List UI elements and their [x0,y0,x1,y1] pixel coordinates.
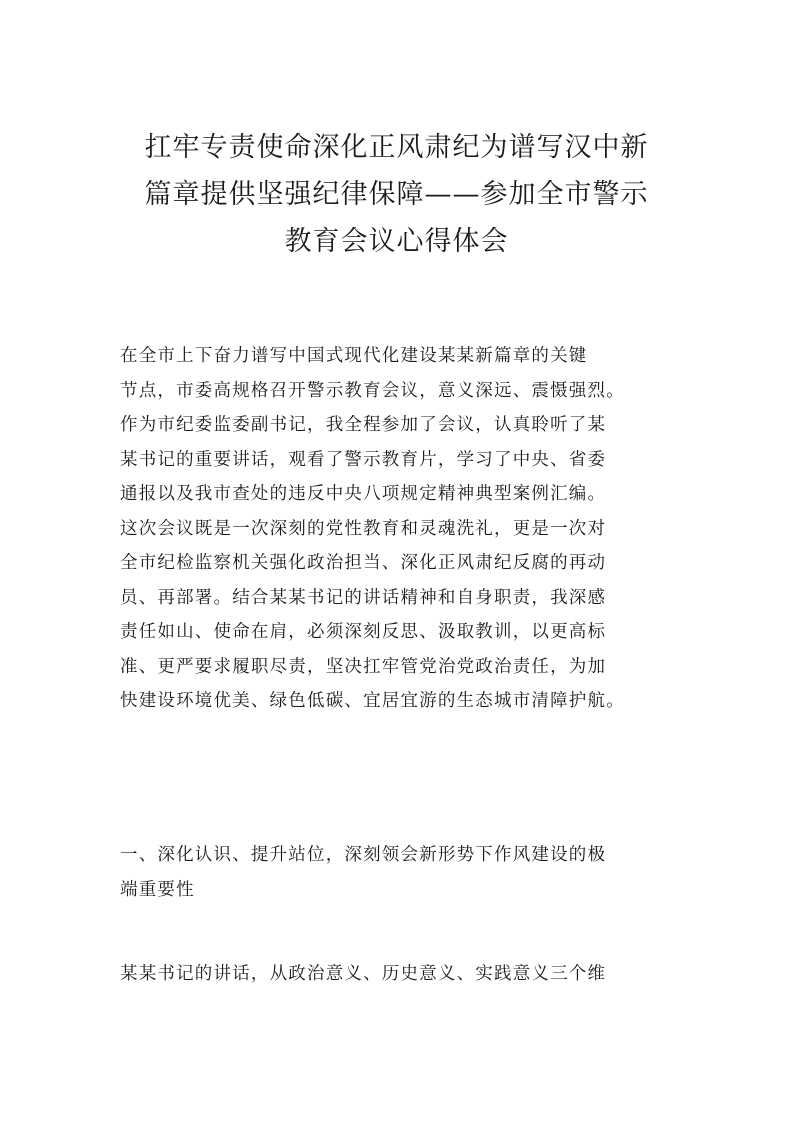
paragraph-line: 责任如山、使命在肩，必须深刻反思、汲取教训，以更高标 [120,622,607,642]
title-line: 教育会议心得体会 [284,226,509,257]
title-line: 篇章提供坚强纪律保障——参加全市警示 [144,179,649,210]
title-line: 扛牢专责使命深化正风肃纪为谱写汉中新 [144,132,649,163]
paragraph-line: 节点，市委高规格召开警示教育会议，意义深远、震慑强烈。 [120,380,625,401]
section-heading [120,838,676,907]
paragraph-line: 全市纪检监察机关强化政治担当、深化正风肃纪反腐的再动 [120,553,607,573]
heading-line: 端重要性 [120,879,195,900]
paragraph-line: 员、再部署。结合某某书记的讲话精神和自身职责，我深感 [120,587,607,608]
document-title [100,124,693,265]
paragraph-line: 作为市纪委监委副书记，我全程参加了会议，认真聆听了某 [120,415,607,435]
paragraph-line: 某某书记的讲话，从政治意义、历史意义、实践意义三个维 [120,964,607,984]
body-paragraph [120,957,676,992]
paragraph-line: 某书记的重要讲话，观看了警示教育片，学习了中央、省委 [120,449,607,470]
paragraph-line: 准、更严要求履职尽责，坚决扛牢管党治党政治责任，为加 [120,656,607,677]
paragraph-line: 在全市上下奋力谱写中国式现代化建设某某新篇章的关键 [120,346,588,366]
paragraph-line: 这次会议既是一次深刻的党性教育和灵魂洗礼，更是一次对 [120,518,607,539]
paragraph-line: 通报以及我市查处的违反中央八项规定精神典型案例汇编。 [120,484,607,504]
paragraph-line: 快建设环境优美、绿色低碳、宜居宜游的生态城市清障护航。 [120,691,625,711]
intro-paragraph [120,339,676,719]
heading-line: 一、深化认识、提升站位，深刻领会新形势下作风建设的极 [120,845,607,865]
